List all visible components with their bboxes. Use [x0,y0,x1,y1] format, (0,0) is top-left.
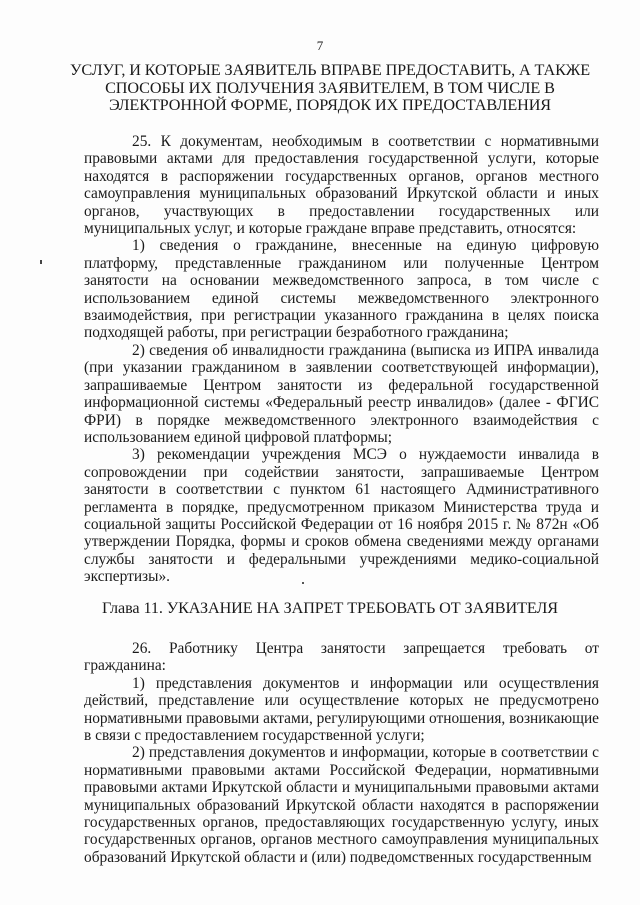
paragraph-25-item-1: 1) сведения о гражданине, внесенные на единую цифровую платформу, представленные гражданином или полученные Центром занятости на основании межведомственного запроса, в том числе с использованием единой системы межведомственного электронного взаимодействия, при регистрации указанного гражданина в целях поиска подходящей работы, при регистрации безработного гражданина; [84,237,599,342]
section-body-1 [84,133,599,586]
paragraph-26: 26. Работнику Центра занятости запрещается требовать от гражданина: [84,640,599,675]
page-number: 7 [316,38,324,53]
chapter-heading: Глава 11. УКАЗАНИЕ НА ЗАПРЕТ ТРЕБОВАТЬ ОТ ЗАЯВИТЕЛЯ [101,599,559,617]
section-body-2 [84,640,599,866]
section-heading: УСЛУГ, И КОТОРЫЕ ЗАЯВИТЕЛЬ ВПРАВЕ ПРЕДОСТАВИТЬ, А ТАКЖЕ СПОСОБЫ ИХ ПОЛУЧЕНИЯ ЗАЯВИТЕЛЕМ, В ТОМ ЧИСЛЕ В ЭЛЕКТРОННОЙ ФОРМЕ, ПОРЯДОК ИХ ПРЕДОСТАВЛЕНИЯ [70,61,591,114]
paragraph-26-item-1: 1) представления документов и информации или осуществления действий, представление или осуществление которых не предусмотрено нормативными правовыми актами, регулирующими отношения, возникающие в связи с предоставлением государственной услуги; [84,674,600,745]
paragraph-25-item-3: 3) рекомендации учреждения МСЭ о нуждаемости инвалида в сопровождении при содействии занятости, запрашиваемые Центром занятости в соответствии с пунктом 61 настоящего Административного регламента в порядке, предусмотренном приказом Министерства труда и социальной защиты Российской Федерации от 16 ноября 2015 г. № 872н «Об утверждении Порядка, формы и сроков обмена сведениями между органами службы занятости и федеральными учреждениями медико-социальной экспертизы». [84,446,599,586]
paragraph-25: 25. К документам, необходимым в соответствии с нормативными правовыми актами для предоставления государственной услуги, которые находятся в распоряжении государственных органов, органов местного самоуправления муниципальных образований Иркутской области и иных органов, участвующих в предоставлении государственных или муниципальных услуг, и которые граждане вправе представить, относятся: [84,133,599,238]
paragraph-25-item-2: 2) сведения об инвалидности гражданина (выписка из ИПРА инвалида (при указании гражданином в заявлении соответствующей информации), запрашиваемые Центром занятости из федеральной государственной информационной системы «Федеральный реестр инвалидов» (далее - ФГИС ФРИ) в порядке межведомственного электронного взаимодействия с использованием единой цифровой платформы; [84,341,599,446]
scan-margin-mark [40,260,42,264]
paragraph-26-item-2: 2) представления документов и информации, которые в соответствии с нормативными правовыми актами Российской Федерации, нормативными правовыми актами Иркутской области и муниципальными правовыми актами муниципальных образований Иркутской области находятся в распоряжении государственных органов, предоставляющих государственную услугу, иных государственных органов, органов местного самоуправления муниципальных образований Иркутской области и (или) подведомственных государственным [84,744,599,866]
scan-dot [302,582,304,584]
